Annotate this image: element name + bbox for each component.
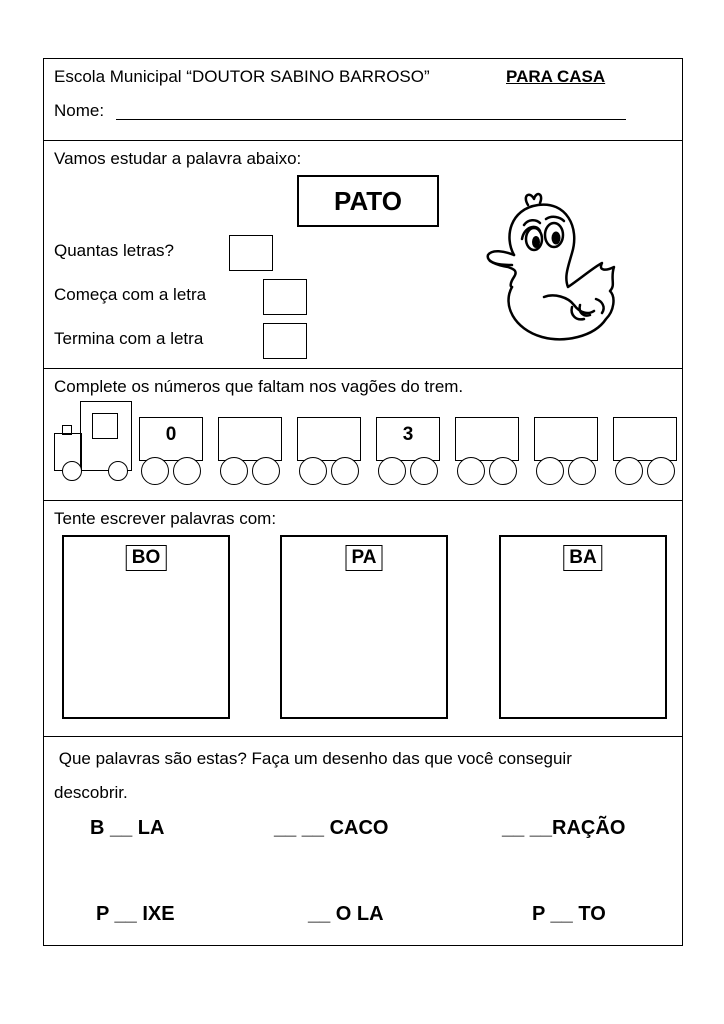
puzzle-word-3: __ __RAÇÃO [502, 817, 626, 839]
syllable-label: PA [346, 545, 383, 571]
locomotive-icon [52, 401, 134, 487]
syllable-label: BO [126, 545, 167, 571]
train-wagon-7[interactable] [613, 417, 677, 461]
puzzle-word-1: B __ LA [90, 817, 165, 839]
word-study-instruction: Vamos estudar a palavra abaixo: [54, 149, 302, 168]
name-line[interactable] [116, 119, 626, 120]
syllable-box-bo[interactable] [62, 535, 230, 719]
train-wagon-6[interactable] [534, 417, 598, 461]
train-instruction: Complete os números que faltam nos vagões do trem. [54, 377, 464, 396]
syllable-label: BA [563, 545, 602, 571]
duck-icon [484, 187, 644, 359]
syllables-instruction: Tente escrever palavras com: [54, 509, 277, 528]
school-name: Escola Municipal “DOUTOR SABINO BARROSO” [54, 67, 430, 86]
syllables-section [44, 501, 682, 737]
letters-count-box[interactable] [229, 235, 273, 271]
puzzle-word-2: __ __ CACO [274, 817, 389, 839]
syllable-box-pa[interactable] [280, 535, 448, 719]
words-puzzle-section [44, 737, 682, 945]
starts-with-box[interactable] [263, 279, 307, 315]
train-wagon-5[interactable] [455, 417, 519, 461]
train-wagon-3[interactable] [297, 417, 361, 461]
starts-with-question: Começa com a letra [54, 285, 207, 304]
study-word-box [297, 175, 439, 227]
ends-with-box[interactable] [263, 323, 307, 359]
header-section [44, 59, 682, 141]
train-wagon-2[interactable] [218, 417, 282, 461]
worksheet [43, 58, 683, 946]
train-wagon-4: 3 [376, 417, 440, 461]
name-label: Nome: [54, 101, 105, 120]
study-word: PATO [334, 186, 402, 216]
homework-label: PARA CASA [506, 67, 606, 86]
syllable-box-ba[interactable] [499, 535, 667, 719]
ends-with-question: Termina com a letra [54, 329, 204, 348]
puzzle-word-4: P __ IXE [96, 903, 175, 925]
puzzle-instruction: Que palavras são estas? Faça um desenho das que você conseguir [54, 749, 572, 768]
train-wagon-1: 0 [139, 417, 203, 461]
puzzle-word-6: P __ TO [532, 903, 606, 925]
puzzle-word-5: __ O LA [308, 903, 384, 925]
puzzle-instruction-continued: descobrir. [54, 783, 128, 802]
word-study-section [44, 141, 682, 369]
letters-count-question: Quantas letras? [54, 241, 175, 260]
train-section [44, 369, 682, 501]
